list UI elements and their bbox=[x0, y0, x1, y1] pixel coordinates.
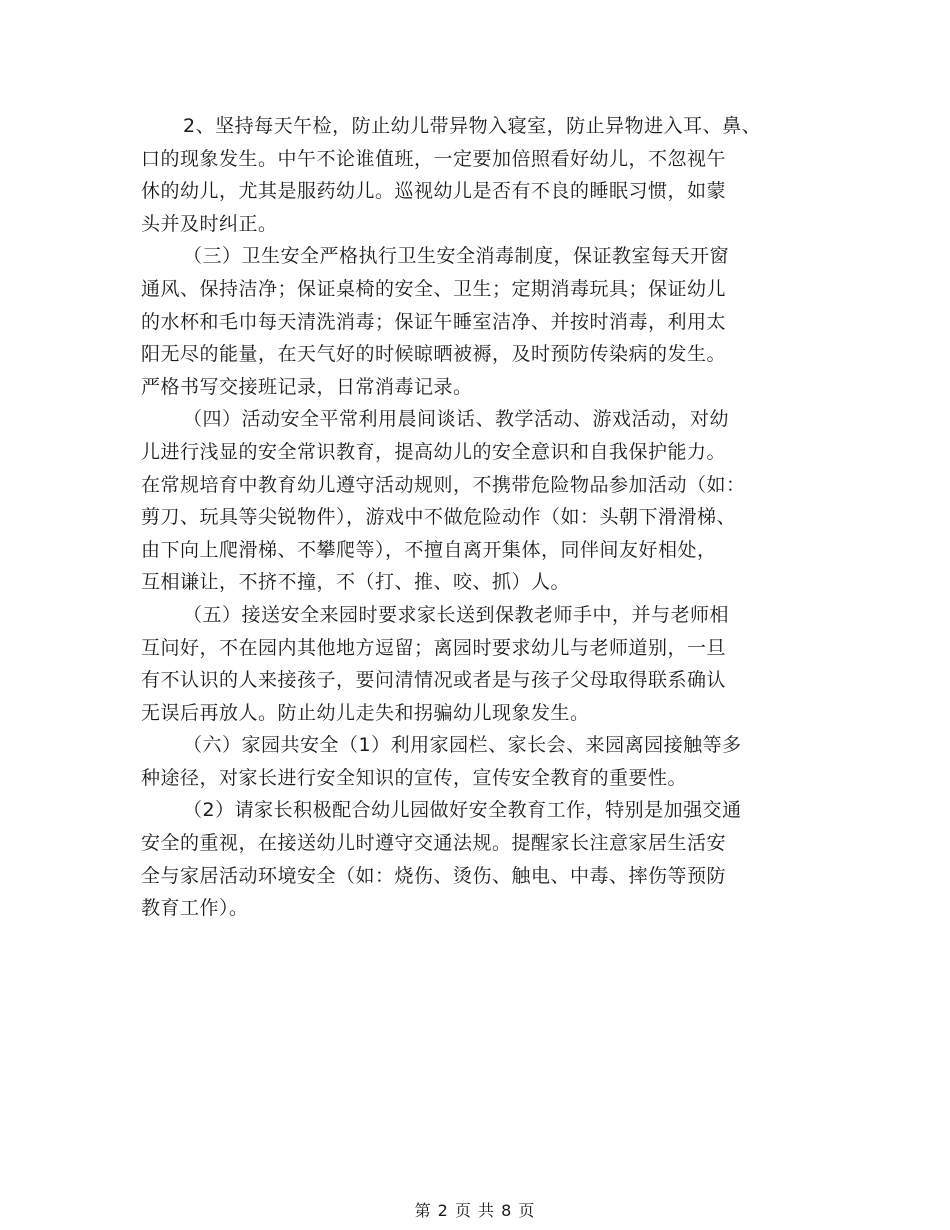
page-number-footer: 第 2 页 共 8 页 bbox=[414, 1201, 536, 1220]
text-line: （六）家园共安全（1）利用家园栏、家长会、来园离园接触等多 bbox=[183, 734, 742, 757]
text-line: 有不认识的人来接孩子，要问清情况或者是与孩子父母取得联系确认 bbox=[141, 669, 727, 692]
text-line: 互相谦让，不挤不撞，不（打、推、咬、抓）人。 bbox=[141, 571, 571, 594]
paragraph-pickup-safety bbox=[141, 599, 821, 729]
text-line: （五）接送安全来园时要求家长送到保教老师手中，并与老师相 bbox=[183, 603, 730, 626]
text-line: （三）卫生安全严格执行卫生安全消毒制度，保证教室每天开窗 bbox=[183, 245, 730, 268]
paragraph-hygiene-safety bbox=[141, 240, 821, 403]
text-line: 通风、保持洁净；保证桌椅的安全、卫生；定期消毒玩具；保证幼儿 bbox=[141, 277, 727, 300]
text-line: （四）活动安全平常利用晨间谈话、教学活动、游戏活动，对幼 bbox=[183, 408, 730, 431]
paragraph-parent-cooperation bbox=[141, 794, 821, 924]
text-line: 2、坚持每天午检，防止幼儿带异物入寝室，防止异物进入耳、鼻、 bbox=[183, 115, 762, 137]
document-body bbox=[141, 110, 821, 925]
text-line: 口的现象发生。中午不论谁值班，一定要加倍照看好幼儿，不忽视午 bbox=[141, 147, 727, 170]
text-line: 严格书写交接班记录，日常消毒记录。 bbox=[141, 375, 473, 398]
text-line: 互问好，不在园内其他地方逗留；离园时要求幼儿与老师道别，一旦 bbox=[141, 636, 727, 659]
text-line: 由下向上爬滑梯、不攀爬等），不擅自离开集体，同伴间友好相处， bbox=[141, 538, 717, 561]
text-line: 全与家居活动环境安全（如：烧伤、烫伤、触电、中毒、摔伤等预防 bbox=[141, 864, 727, 887]
paragraph-activity-safety bbox=[141, 403, 821, 599]
text-line: 儿进行浅显的安全常识教育，提高幼儿的安全意识和自我保护能力。 bbox=[141, 440, 727, 463]
text-line: 种途径，对家长进行安全知识的宣传，宣传安全教育的重要性。 bbox=[141, 766, 688, 789]
text-line: （2）请家长积极配合幼儿园做好安全教育工作，特别是加强交通 bbox=[183, 799, 742, 822]
text-line: 剪刀、玩具等尖锐物件），游戏中不做危险动作（如：头朝下滑滑梯、 bbox=[141, 506, 737, 529]
text-line: 安全的重视，在接送幼儿时遵守交通法规。提醒家长注意家居生活安 bbox=[141, 832, 727, 855]
text-line: 的水杯和毛巾每天清洗消毒；保证午睡室洁净、并按时消毒，利用太 bbox=[141, 310, 727, 333]
paragraph-noon-check bbox=[141, 110, 821, 240]
text-line: 教育工作）。 bbox=[141, 897, 249, 920]
text-line: 休的幼儿，尤其是服药幼儿。巡视幼儿是否有不良的睡眠习惯，如蒙 bbox=[141, 180, 727, 203]
text-line: 在常规培育中教育幼儿遵守活动规则，不携带危险物品参加活动（如： bbox=[141, 473, 746, 496]
text-line: 无误后再放人。防止幼儿走失和拐骗幼儿现象发生。 bbox=[141, 701, 590, 724]
text-line: 头并及时纠正。 bbox=[141, 212, 278, 235]
text-line: 阳无尽的能量，在天气好的时候晾晒被褥，及时预防传染病的发生。 bbox=[141, 343, 727, 366]
paragraph-home-school-safety bbox=[141, 729, 821, 794]
